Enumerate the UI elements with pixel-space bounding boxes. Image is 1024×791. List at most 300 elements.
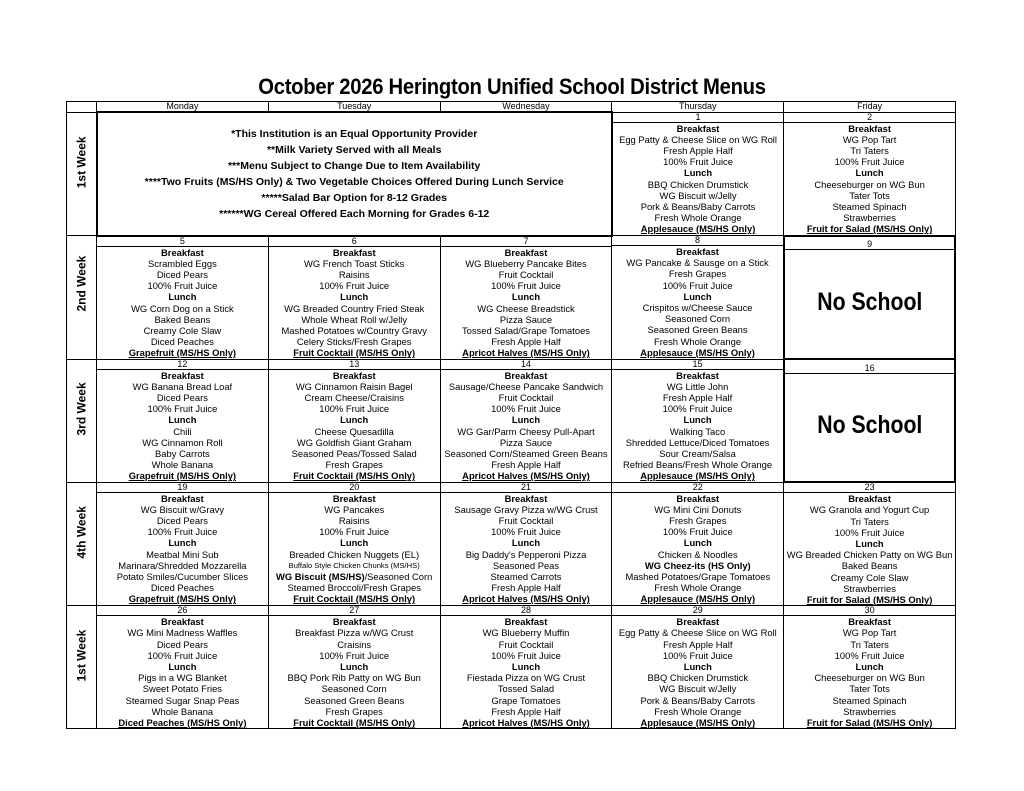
- menu-item: Creamy Cole Slaw: [143, 324, 222, 336]
- menu-item: Applesauce (MS/HS Only): [640, 470, 755, 482]
- menu-item: Crispitos w/Cheese Sauce: [642, 302, 753, 314]
- menu-item: Tri Taters: [850, 638, 889, 650]
- menu-item: WG Banana Bread Loaf: [132, 380, 233, 392]
- meal-heading: Lunch: [168, 291, 197, 303]
- day-cell: [268, 236, 440, 360]
- meal-heading: Breakfast: [332, 616, 376, 628]
- notice-line: **Milk Variety Served with all Meals: [266, 143, 442, 156]
- date-number: 23: [784, 483, 955, 493]
- no-school-cell: [784, 236, 956, 360]
- menu-item: Baby Carrots: [155, 447, 210, 459]
- menu-item: WG Pancakes: [324, 503, 385, 515]
- menu-item: Whole Wheat Roll w/Jelly: [301, 313, 408, 325]
- menu-item: Applesauce (MS/HS Only): [640, 716, 756, 728]
- header-corner: [67, 102, 97, 113]
- week-label-cell: [67, 482, 97, 606]
- menu-item: WG Goldfish Giant Graham: [296, 436, 412, 448]
- day-header: Monday: [97, 102, 269, 113]
- day-header: Wednesday: [440, 102, 612, 113]
- menu-item: Diced Pears: [156, 268, 208, 280]
- meal-heading: Breakfast: [676, 122, 720, 134]
- week-row: [67, 606, 956, 729]
- menu-calendar: [66, 101, 956, 729]
- date-number: 2: [784, 113, 955, 123]
- day-cell: [784, 482, 956, 606]
- meal-heading: Lunch: [855, 167, 884, 179]
- menu-item: Marinara/Shredded Mozzarella: [118, 559, 247, 571]
- meal-heading: Lunch: [683, 414, 712, 426]
- date-number: 16: [785, 364, 955, 374]
- meal-heading: Breakfast: [504, 246, 548, 258]
- meal-heading: Lunch: [168, 660, 197, 672]
- menu-item: 100% Fruit Juice: [491, 526, 561, 538]
- date-number: 5: [97, 237, 268, 247]
- menu-item: Strawberries: [843, 705, 896, 717]
- week-label: 1st Week: [74, 136, 89, 189]
- menu-item: WG French Toast Sticks: [304, 257, 405, 269]
- date-number: 15: [612, 360, 782, 370]
- menu-item: Strawberries: [843, 582, 896, 594]
- menu-item: Tossed Salad: [497, 683, 555, 695]
- date-number: 20: [269, 483, 440, 493]
- day-cell-content: [612, 483, 783, 606]
- menu-item: Seasoned Corn: [664, 313, 731, 325]
- menu-item: Sour Cream/Salsa: [659, 447, 736, 459]
- day-cell-content: [269, 606, 440, 728]
- menu-item: 100% Fruit Juice: [147, 649, 218, 661]
- week-label-cell: [67, 112, 97, 236]
- menu-item: Fruit Cocktail: [498, 268, 554, 280]
- meal-heading: Breakfast: [332, 246, 376, 258]
- week-label: 3rd Week: [74, 381, 89, 436]
- day-cell-content: [784, 606, 955, 728]
- day-cell-content: [441, 237, 612, 359]
- menu-item: WG Breaded Chicken Patty on WG Bun: [786, 549, 953, 561]
- day-cell: [612, 236, 784, 360]
- day-header: Thursday: [612, 102, 784, 113]
- date-number: 14: [441, 360, 612, 370]
- menu-item: Shredded Lettuce/Diced Tomatoes: [625, 436, 770, 448]
- meal-heading: Lunch: [511, 291, 541, 303]
- day-cell-content: [784, 483, 955, 605]
- meal-heading: Lunch: [683, 167, 713, 179]
- menu-item: Fresh Whole Orange: [654, 582, 742, 594]
- menu-item: WG Pop Tart: [842, 133, 897, 145]
- menu-item: Craisins: [337, 638, 372, 650]
- week-label-cell: [67, 236, 97, 360]
- menu-item: Fresh Apple Half: [491, 705, 561, 717]
- week-row: [67, 236, 956, 360]
- menu-item: Fruit Cocktail: [498, 515, 554, 526]
- meal-heading: Lunch: [168, 537, 197, 549]
- menu-item: Seasoned Corn/Steamed Green Beans: [444, 447, 608, 459]
- menu-item: Apricot Halves (MS/HS Only): [462, 593, 590, 605]
- meal-heading: Breakfast: [504, 369, 548, 381]
- meal-heading: Lunch: [340, 414, 369, 426]
- menu-item: Applesauce (MS/HS Only): [640, 346, 755, 358]
- menu-item: Tater Tots: [849, 683, 890, 695]
- day-cell: [440, 606, 612, 729]
- menu-item: Seasoned Green Beans: [647, 324, 748, 336]
- menu-item: 100% Fruit Juice: [491, 649, 561, 661]
- meal-heading: Breakfast: [848, 493, 891, 505]
- notice-line: ******WG Cereal Offered Each Morning for Grades 6-12: [219, 207, 490, 220]
- menu-item: 100% Fruit Juice: [662, 279, 733, 291]
- no-school-label: No School: [817, 287, 923, 316]
- menu-item: Apricot Halves (MS/HS Only): [462, 716, 590, 728]
- week-row: [67, 359, 956, 482]
- menu-item: Fresh Apple Half: [491, 336, 561, 348]
- menu-item: Cheeseburger on WG Bun: [814, 178, 925, 190]
- meal-heading: Breakfast: [848, 122, 891, 134]
- menu-item: Fresh Grapes: [325, 459, 383, 471]
- menu-item: Fresh Apple Half: [491, 459, 561, 471]
- day-cell: [440, 236, 612, 360]
- menu-item: Seasoned Peas/Tossed Salad: [291, 447, 417, 459]
- menu-item: 100% Fruit Juice: [319, 403, 390, 415]
- menu-item: Fruit for Salad (MS/HS Only): [806, 593, 933, 605]
- menu-item: WG Cinnamon Roll: [142, 436, 223, 448]
- day-cell: [784, 606, 956, 729]
- menu-item: Sweet Potato Fries: [142, 683, 222, 695]
- menu-item: Seasoned Corn: [321, 683, 387, 695]
- menu-item: 100% Fruit Juice: [662, 403, 733, 415]
- day-cell: [97, 482, 269, 606]
- meal-heading: Lunch: [511, 660, 541, 672]
- week-label-cell: [67, 359, 97, 482]
- day-cell: [268, 359, 440, 482]
- no-school-label: No School: [817, 411, 923, 440]
- menu-item: Fresh Whole Orange: [654, 705, 742, 717]
- menu-item: Pigs in a WG Blanket: [138, 672, 227, 684]
- week-label: 4th Week: [74, 505, 89, 559]
- day-cell: [440, 359, 612, 482]
- menu-item: Diced Peaches: [150, 336, 214, 348]
- day-cell: [612, 359, 784, 482]
- day-cell-content: [612, 606, 783, 728]
- date-number: 7: [441, 237, 612, 247]
- meal-heading: Lunch: [340, 291, 369, 303]
- menu-item: WG Mini Cini Donuts: [654, 503, 742, 515]
- menu-item: WG Biscuit w/Jelly: [659, 189, 737, 201]
- date-number: 29: [612, 606, 783, 616]
- day-cell-content: [97, 237, 268, 359]
- day-cell-content: [97, 360, 268, 482]
- menu-item: Grapefruit (MS/HS Only): [128, 470, 237, 482]
- notice-line: ***Menu Subject to Change Due to Item Availability: [227, 159, 481, 172]
- meal-heading: Lunch: [340, 660, 369, 672]
- menu-item: WG Pop Tart: [842, 627, 897, 639]
- menu-item: Fruit Cocktail: [498, 391, 554, 403]
- week-row: [67, 482, 956, 606]
- week-label: 2nd Week: [74, 255, 89, 312]
- menu-item: Raisins: [338, 515, 370, 526]
- day-header: Friday: [784, 102, 956, 113]
- menu-item: Meatbal Mini Sub: [146, 548, 219, 560]
- menu-item: [269, 571, 440, 582]
- day-cell-content: [269, 237, 440, 359]
- menu-item: Applesauce (MS/HS Only): [640, 593, 756, 605]
- menu-item: Diced Peaches (MS/HS Only): [118, 716, 247, 728]
- meal-heading: Lunch: [168, 414, 197, 426]
- meal-heading: Breakfast: [504, 492, 548, 504]
- menu-item: 100% Fruit Juice: [147, 280, 218, 292]
- day-cell: [97, 359, 269, 482]
- menu-item: Fruit Cocktail (MS/HS Only): [293, 716, 416, 728]
- meal-heading: Lunch: [855, 660, 884, 672]
- meal-heading: Breakfast: [161, 246, 204, 258]
- day-cell-content: [97, 606, 268, 728]
- menu-item: Applesauce (MS/HS Only): [640, 223, 756, 235]
- menu-item: Sausage/Cheese Pancake Sandwich: [448, 380, 604, 392]
- menu-item: 100% Fruit Juice: [147, 526, 218, 538]
- date-number: 1: [613, 113, 783, 123]
- menu-item: WG Biscuit w/Jelly: [659, 683, 737, 695]
- day-cell-content: [613, 113, 783, 236]
- menu-item: Apricot Halves (MS/HS Only): [462, 470, 590, 482]
- date-number: 19: [97, 483, 268, 493]
- day-cell: [612, 112, 784, 236]
- day-cell-content: [441, 606, 612, 728]
- menu-item: Mashed Potatoes w/Country Gravy: [281, 324, 427, 336]
- day-cell-content: [97, 483, 268, 606]
- day-cell: [440, 482, 612, 606]
- no-school-wrap: [785, 250, 955, 354]
- menu-item: Fresh Whole Orange: [654, 212, 742, 224]
- menu-item: 100% Fruit Juice: [663, 156, 733, 168]
- menu-item: Celery Sticks/Fresh Grapes: [296, 336, 412, 348]
- menu-item: 100% Fruit Juice: [834, 156, 905, 168]
- day-header-row: [67, 102, 956, 113]
- day-cell: [612, 606, 784, 729]
- day-header: Tuesday: [268, 102, 440, 113]
- menu-item: Fruit for Salad (MS/HS Only): [806, 716, 933, 728]
- date-number: 9: [785, 240, 955, 250]
- meal-heading: Breakfast: [676, 246, 719, 258]
- notice-line: *This Institution is an Equal Opportunity Provider: [231, 127, 478, 140]
- meal-heading: Lunch: [683, 537, 712, 549]
- menu-item: Egg Patty & Cheese Slice on WG Roll: [619, 133, 777, 145]
- date-number: 26: [97, 606, 268, 616]
- menu-item: Fruit Cocktail: [498, 638, 554, 650]
- meal-heading: Breakfast: [504, 616, 548, 628]
- day-cell: [784, 112, 956, 236]
- menu-item: Big Daddy's Pepperoni Pizza: [465, 548, 587, 560]
- menu-item: 100% Fruit Juice: [319, 526, 390, 538]
- date-number: 12: [97, 360, 268, 370]
- menu-item: Pork & Beans/Baby Carrots: [640, 200, 756, 212]
- week-label-cell: [67, 606, 97, 729]
- menu-item: 100% Fruit Juice: [491, 403, 561, 415]
- no-school-cell: [784, 359, 956, 482]
- menu-item: WG Blueberry Muffin: [482, 627, 570, 639]
- date-number: 8: [612, 236, 782, 246]
- menu-item: 100% Fruit Juice: [834, 649, 905, 661]
- menu-item: Fruit for Salad (MS/HS Only): [806, 223, 933, 235]
- menu-item: Pizza Sauce: [499, 313, 553, 325]
- day-cell-content: [441, 483, 612, 606]
- menu-item: Egg Patty & Cheese Slice on WG Roll: [618, 627, 777, 639]
- menu-item: WG Cheese Breadstick: [477, 302, 575, 314]
- date-number: 13: [269, 360, 440, 370]
- day-cell-content: [612, 236, 782, 359]
- day-cell-content: [441, 360, 612, 482]
- date-number: 6: [269, 237, 440, 247]
- menu-item: BBQ Chicken Drumstick: [647, 672, 749, 684]
- menu-item: Tri Taters: [850, 515, 889, 527]
- page-title: October 2026 Herington Unified School District Menus: [258, 74, 766, 99]
- menu-item: Grape Tomatoes: [491, 694, 561, 706]
- notice-line: ****Two Fruits (MS/HS Only) & Two Vegetable Choices Offered During Lunch Service: [144, 175, 564, 188]
- menu-item: Diced Pears: [156, 515, 208, 526]
- meal-heading: Breakfast: [332, 369, 376, 381]
- menu-item: Steamed Sugar Snap Peas: [125, 694, 240, 706]
- day-cell: [612, 482, 784, 606]
- menu-item: WG Granola and Yogurt Cup: [809, 504, 930, 516]
- menu-item: WG Little John: [666, 380, 729, 392]
- meal-heading: Breakfast: [676, 369, 719, 381]
- menu-item: WG Biscuit w/Gravy: [140, 503, 225, 515]
- meal-heading: Breakfast: [161, 616, 204, 628]
- menu-item: Fresh Apple Half: [663, 144, 733, 156]
- day-cell: [97, 606, 269, 729]
- day-cell-content: [269, 483, 440, 606]
- menu-item: 100% Fruit Juice: [147, 403, 218, 415]
- menu-item: Fresh Grapes: [668, 268, 727, 280]
- menu-item: Fiestada Pizza on WG Crust: [466, 672, 586, 684]
- menu-item: Raisins: [338, 268, 370, 280]
- meal-heading: Lunch: [511, 414, 541, 426]
- menu-item: Fresh Apple Half: [663, 638, 733, 650]
- menu-item: Cream Cheese/Craisins: [304, 391, 404, 403]
- menu-item: BBQ Chicken Drumstick: [647, 178, 749, 190]
- date-number: 22: [612, 483, 783, 493]
- menu-item: WG Corn Dog on a Stick: [131, 302, 234, 314]
- menu-item: 100% Fruit Juice: [491, 280, 561, 292]
- menu-item: Steamed Broccoli/Fresh Grapes: [287, 582, 421, 594]
- menu-item: Breaded Chicken Nuggets (EL): [289, 548, 420, 560]
- menu-item: Baked Beans: [841, 560, 898, 572]
- menu-item: Chili: [173, 425, 192, 437]
- menu-item: 100% Fruit Juice: [319, 280, 390, 292]
- menu-item: Pizza Sauce: [499, 436, 553, 448]
- menu-item: Steamed Spinach: [832, 200, 907, 212]
- meal-heading: Breakfast: [332, 492, 376, 504]
- day-cell-content: [269, 360, 440, 482]
- meal-heading: Breakfast: [848, 616, 891, 628]
- menu-item: Buffalo Style Chicken Chunks (MS/HS): [288, 560, 420, 570]
- menu-item: WG Cinnamon Raisin Bagel: [295, 380, 413, 392]
- menu-item: WG Pancake & Sausge on a Stick: [626, 257, 769, 269]
- menu-item: Grapefruit (MS/HS Only): [128, 593, 237, 605]
- menu-item: Diced Peaches: [150, 582, 214, 594]
- meal-heading: Breakfast: [161, 492, 204, 504]
- meal-heading: Lunch: [855, 537, 884, 549]
- meal-heading: Lunch: [340, 537, 369, 549]
- menu-item: Fresh Grapes: [325, 705, 383, 717]
- menu-item: Cheeseburger on WG Bun: [814, 672, 925, 684]
- menu-item: Walking Taco: [669, 425, 726, 437]
- menu-item: Fruit Cocktail (MS/HS Only): [293, 347, 416, 359]
- menu-item: Fresh Grapes: [669, 515, 727, 526]
- menu-item: Creamy Cole Slaw: [830, 571, 909, 583]
- menu-item: Fruit Cocktail (MS/HS Only): [293, 470, 416, 482]
- menu-item-rest: /Seasoned Corn: [364, 571, 433, 583]
- no-school-wrap: [785, 374, 955, 478]
- menu-item: Chicken & Noodles: [657, 548, 738, 560]
- day-cell: [97, 236, 269, 360]
- menu-item: Mashed Potatoes/Grape Tomatoes: [625, 571, 771, 583]
- menu-item: Scrambled Eggs: [148, 257, 217, 269]
- menu-item: Fresh Apple Half: [662, 391, 733, 403]
- menu-item: Tater Tots: [849, 189, 890, 201]
- menu-item-bold-part: WG Biscuit (MS/HS): [276, 571, 365, 583]
- date-number: 30: [784, 606, 955, 616]
- week-row: [67, 112, 956, 236]
- menu-item: 100% Fruit Juice: [662, 649, 733, 661]
- menu-item: Baked Beans: [154, 313, 211, 325]
- menu-item: WG Cheez-its (HS Only): [644, 559, 751, 571]
- day-cell-content: [612, 360, 782, 482]
- meal-heading: Breakfast: [676, 492, 720, 504]
- menu-item: Tri Taters: [850, 144, 889, 156]
- menu-item: Cheese Quesadilla: [314, 425, 394, 437]
- menu-item: Fruit Cocktail (MS/HS Only): [293, 593, 416, 605]
- menu-item: Potato Smiles/Cucumber Slices: [116, 571, 249, 583]
- menu-item: Grapefruit (MS/HS Only): [128, 347, 237, 359]
- day-cell-content: [784, 113, 955, 235]
- menu-item: BBQ Pork Rib Patty on WG Bun: [287, 672, 421, 684]
- notice-line: *****Salad Bar Option for 8-12 Grades: [261, 191, 447, 204]
- menu-item: WG Blueberry Pancake Bites: [465, 257, 587, 269]
- date-number: 28: [441, 606, 612, 616]
- menu-item: Seasoned Green Beans: [304, 694, 405, 706]
- menu-item: Strawberries: [843, 212, 896, 224]
- menu-item: WG Mini Madness Waffles: [127, 627, 238, 639]
- menu-item: 100% Fruit Juice: [662, 526, 733, 538]
- menu-item: Steamed Spinach: [832, 694, 907, 706]
- menu-item: Fresh Whole Orange: [654, 335, 742, 347]
- menu-item: Whole Banana: [151, 459, 214, 471]
- meal-heading: Breakfast: [676, 616, 720, 628]
- menu-item: 100% Fruit Juice: [319, 649, 390, 661]
- week-label: 1st Week: [74, 629, 89, 682]
- meal-heading: Lunch: [683, 290, 712, 302]
- menu-item: Tossed Salad/Grape Tomatoes: [461, 324, 590, 336]
- day-cell: [268, 606, 440, 729]
- meal-heading: Lunch: [511, 537, 541, 549]
- menu-item: Whole Banana: [151, 705, 214, 717]
- day-cell-content: [785, 240, 955, 354]
- menu-item: Diced Pears: [156, 638, 208, 650]
- menu-item: WG Breaded Country Fried Steak: [284, 302, 425, 314]
- day-cell-content: [785, 364, 955, 478]
- date-number: 21: [441, 483, 612, 493]
- menu-item: Apricot Halves (MS/HS Only): [462, 347, 590, 359]
- day-cell: [268, 482, 440, 606]
- menu-item: WG Gar/Parm Cheesy Pull-Apart: [457, 425, 595, 437]
- menu-item: Seasoned Peas: [492, 559, 560, 571]
- menu-item: Pork & Beans/Baby Carrots: [640, 694, 756, 706]
- notice-box: [97, 112, 612, 236]
- date-number: 27: [269, 606, 440, 616]
- menu-item: Sausage Gravy Pizza w/WG Crust: [454, 503, 598, 515]
- meal-heading: Breakfast: [161, 369, 204, 381]
- menu-item: Diced Pears: [156, 391, 208, 403]
- menu-item: Fresh Apple Half: [491, 582, 561, 594]
- menu-item: Breakfast Pizza w/WG Crust: [295, 627, 414, 639]
- menu-item: Refried Beans/Fresh Whole Orange: [623, 459, 773, 471]
